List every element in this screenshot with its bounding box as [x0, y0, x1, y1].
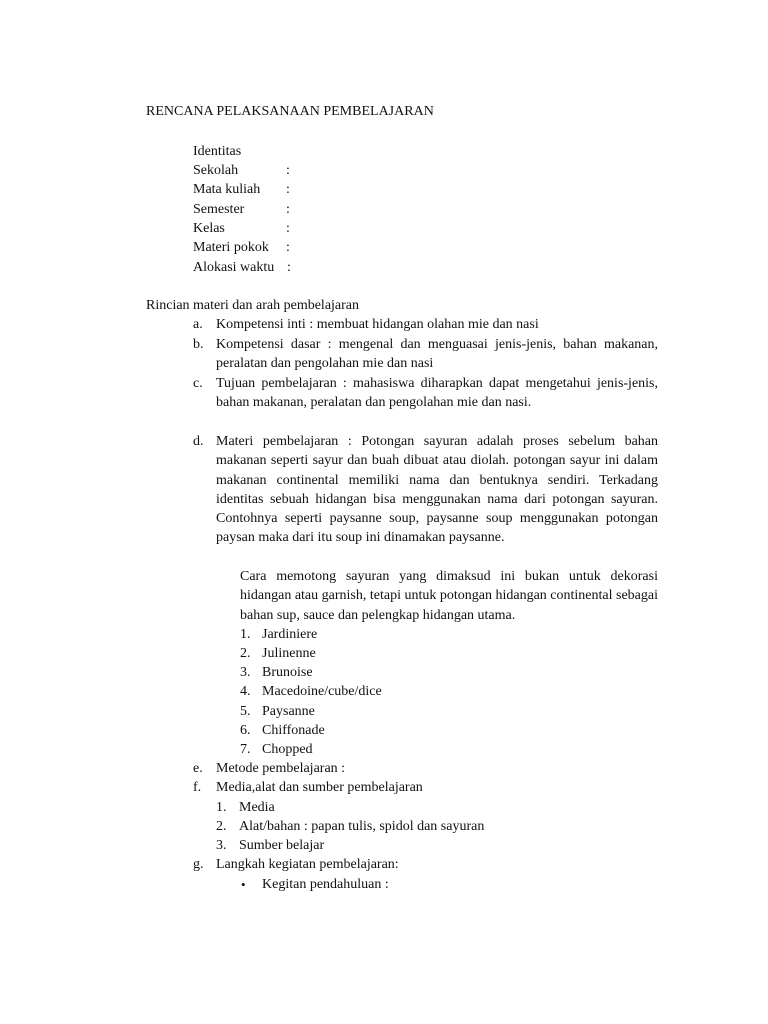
bullet-item-text: Kegitan pendahuluan : [262, 877, 389, 892]
list-item: Brunoise [262, 665, 313, 680]
item-f-marker: f. [193, 780, 202, 795]
list-number: 3. [216, 838, 227, 853]
list-number: 4. [240, 684, 251, 699]
field-separator: : [286, 221, 290, 236]
field-separator: : [287, 260, 291, 275]
item-d-text: Materi pembelajaran : Potongan sayuran adalah proses sebelum bahan makanan seperti sayur dan buah dibuat atau diolah. potongan sayur ini dalam makanan continental memiliki nama dan bentuknya sendiri. Terkadang identitas sebuah hidangan bisa menggunakan nama dari potongan sayuran. Contohnya seperti paysanne soup, paysanne soup menggunakan potongan paysan maka dari itu soup ini dinamakan paysanne. [216, 434, 658, 546]
item-e-marker: e. [193, 761, 203, 776]
field-separator: : [286, 240, 290, 255]
list-number: 1. [240, 627, 251, 642]
field-separator: : [286, 202, 290, 217]
list-number: 5. [240, 704, 251, 719]
list-item: Macedoine/cube/dice [262, 684, 382, 699]
item-f-text: Media,alat dan sumber pembelajaran [216, 780, 423, 795]
item-c-text: Tujuan pembelajaran : mahasiswa diharapkan dapat mengetahui jenis-jenis, bahan makanan, peralatan dan pengolahan mie dan nasi. [216, 376, 658, 411]
field-label-materi-pokok: Materi pokok [193, 240, 269, 255]
rincian-heading: Rincian materi dan arah pembelajaran [146, 298, 360, 313]
field-label-kelas: Kelas [193, 221, 225, 236]
list-number: 2. [240, 646, 251, 661]
item-e-text: Metode pembelajaran : [216, 761, 346, 776]
field-label-alokasi-waktu: Alokasi waktu [193, 260, 275, 275]
document-title: RENCANA PELAKSANAAN PEMBELAJARAN [146, 104, 434, 119]
item-d-marker: d. [193, 434, 204, 449]
bullet-icon: • [241, 877, 246, 892]
field-label-sekolah: Sekolah [193, 163, 239, 178]
field-label-semester: Semester [193, 202, 245, 217]
list-item: Jardiniere [262, 627, 318, 642]
list-number: 3. [240, 665, 251, 680]
item-b-marker: b. [193, 337, 204, 352]
list-item: Chopped [262, 742, 313, 757]
field-label-mata-kuliah: Mata kuliah [193, 182, 261, 197]
item-g-text: Langkah kegiatan pembelajaran: [216, 857, 399, 872]
field-separator: : [286, 182, 290, 197]
item-c-marker: c. [193, 376, 203, 391]
item-b-text: Kompetensi dasar : mengenal dan menguasai jenis-jenis, bahan makanan, peralatan dan pengolahan mie dan nasi [216, 337, 658, 372]
identitas-heading: Identitas [193, 144, 242, 159]
list-item: Media [239, 800, 275, 815]
list-item: Sumber belajar [239, 838, 325, 853]
list-item: Julinenne [262, 646, 316, 661]
item-a-text: Kompetensi inti : membuat hidangan olahan mie dan nasi [216, 317, 539, 332]
list-item: Alat/bahan : papan tulis, spidol dan sayuran [239, 819, 485, 834]
list-number: 1. [216, 800, 227, 815]
list-number: 2. [216, 819, 227, 834]
item-g-marker: g. [193, 857, 204, 872]
item-d-subparagraph: Cara memotong sayuran yang dimaksud ini bukan untuk dekorasi hidangan atau garnish, tetapi untuk potongan hidangan continental sebagai bahan sup, sauce dan pelengkap hidangan utama. [240, 569, 658, 623]
item-a-marker: a. [193, 317, 203, 332]
list-item: Chiffonade [262, 723, 325, 738]
list-number: 6. [240, 723, 251, 738]
list-item: Paysanne [262, 704, 315, 719]
field-separator: : [286, 163, 290, 178]
list-number: 7. [240, 742, 251, 757]
